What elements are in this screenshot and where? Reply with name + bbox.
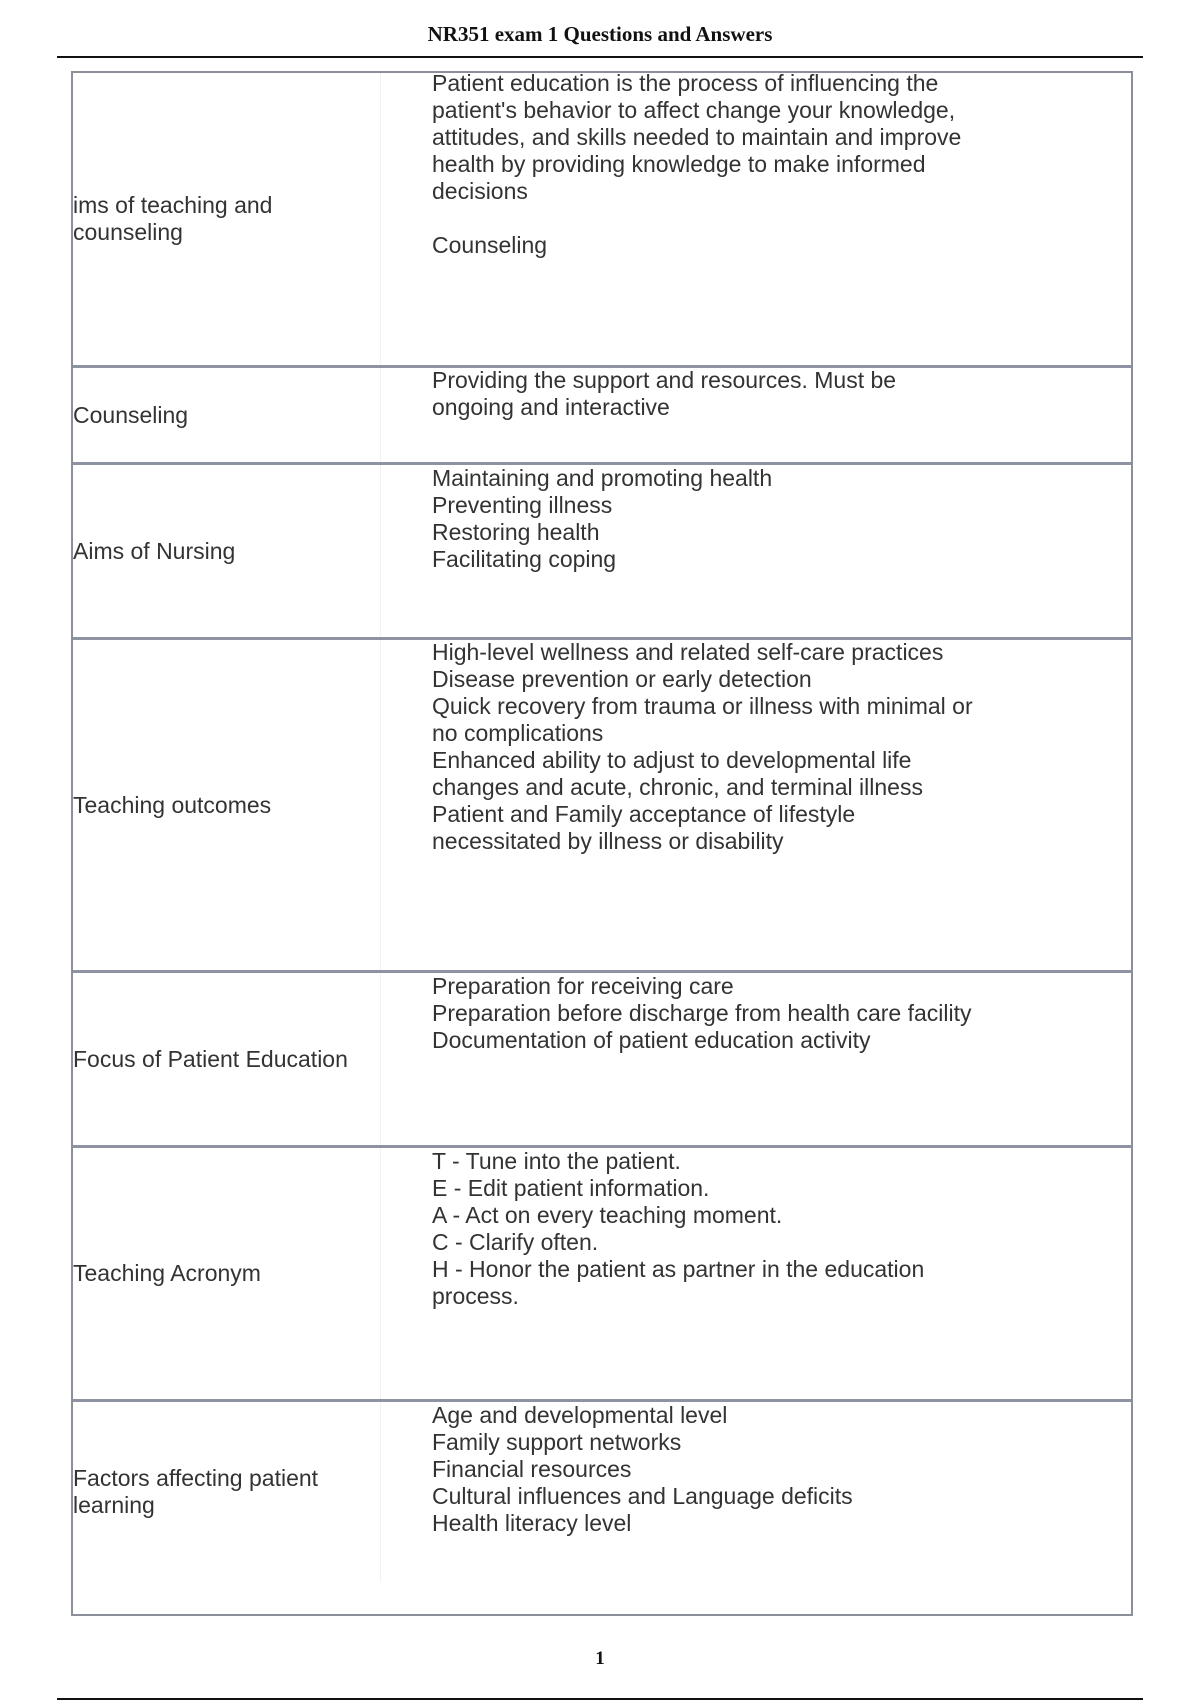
definition-line: Disease prevention or early detection xyxy=(432,666,812,692)
definition-cell xyxy=(432,1148,1122,1310)
qa-row-aims-nursing xyxy=(73,465,1131,640)
page-number: 1 xyxy=(595,1648,605,1669)
definition-line: health by providing knowledge to make informed xyxy=(432,151,926,177)
qa-row-teaching-outcomes xyxy=(73,640,1131,973)
term-text: Factors affecting patient learning xyxy=(73,1465,319,1518)
definition-line: H - Honor the patient as partner in the education xyxy=(432,1256,925,1282)
definition-line: Financial resources xyxy=(432,1456,632,1482)
definition-line: necessitated by illness or disability xyxy=(432,828,784,854)
definition-cell xyxy=(432,639,1122,855)
qa-row-focus-education xyxy=(73,973,1131,1148)
definition-line: Providing the support and resources. Must be xyxy=(432,367,897,393)
definition-line: A - Act on every teaching moment. xyxy=(432,1202,783,1228)
qa-row-teaching-acronym xyxy=(73,1148,1131,1402)
definition-line: changes and acute, chronic, and terminal illness xyxy=(432,774,923,800)
definition-line: decisions xyxy=(432,178,528,204)
definition-line: Enhanced ability to adjust to developmental life xyxy=(432,747,912,773)
term-text: Teaching outcomes xyxy=(73,791,272,818)
definition-cell xyxy=(432,973,1122,1054)
definition-line: patient's behavior to affect change your knowledge, xyxy=(432,97,956,123)
definition-line: Preparation for receiving care xyxy=(432,973,734,999)
definition-line: Health literacy level xyxy=(432,1510,632,1536)
term-cell xyxy=(73,465,381,637)
definition-line: Counseling xyxy=(432,232,548,258)
header-divider xyxy=(57,56,1143,58)
definition-line: High-level wellness and related self-care practices xyxy=(432,639,944,665)
term-text: Teaching Acronym xyxy=(73,1260,261,1286)
definition-cell xyxy=(432,1402,1122,1537)
definition-cell xyxy=(432,367,1122,421)
document-title: NR351 exam 1 Questions and Answers xyxy=(427,22,773,46)
definition-line: T - Tune into the patient. xyxy=(432,1148,681,1174)
definition-line: Preventing illness xyxy=(432,492,613,518)
term-cell xyxy=(73,640,381,970)
definition-cell xyxy=(432,465,1122,573)
qa-table xyxy=(71,71,1133,1616)
qa-row-counseling xyxy=(73,368,1131,465)
definition-line: Patient and Family acceptance of lifestyle xyxy=(432,801,856,827)
definition-line: process. xyxy=(432,1283,519,1309)
term-cell xyxy=(73,973,381,1145)
qa-row-factors-learning xyxy=(73,1402,1131,1614)
term-text: Aims of Nursing xyxy=(73,537,236,564)
definition-line: E - Edit patient information. xyxy=(432,1175,710,1201)
definition-line: ongoing and interactive xyxy=(432,394,670,420)
qa-row-aims-teaching xyxy=(73,70,1131,368)
term-cell xyxy=(73,1402,381,1582)
term-cell xyxy=(73,1148,381,1399)
term-text: ims of teaching and counseling xyxy=(73,192,273,245)
definition-line: C - Clarify often. xyxy=(432,1229,599,1255)
definition-line: Family support networks xyxy=(432,1429,682,1455)
definition-line: Maintaining and promoting health xyxy=(432,465,773,491)
definition-line: no complications xyxy=(432,720,604,746)
definition-line: attitudes, and skills needed to maintain and improve xyxy=(432,124,962,150)
definition-line: Preparation before discharge from health care facility xyxy=(432,1000,972,1026)
term-cell xyxy=(73,73,381,365)
definition-line: Age and developmental level xyxy=(432,1402,728,1428)
definition-line: Cultural influences and Language deficits xyxy=(432,1483,853,1509)
definition-cell xyxy=(432,70,1122,259)
definition-line: Patient education is the process of influencing the xyxy=(432,70,939,96)
definition-line: Documentation of patient education activity xyxy=(432,1027,871,1053)
term-text: Counseling xyxy=(73,401,189,428)
definition-line: Quick recovery from trauma or illness with minimal or xyxy=(432,693,973,719)
definition-line: Facilitating coping xyxy=(432,546,617,572)
definition-line: Restoring health xyxy=(432,519,600,545)
term-cell xyxy=(73,368,381,462)
term-text: Focus of Patient Education xyxy=(73,1045,348,1072)
